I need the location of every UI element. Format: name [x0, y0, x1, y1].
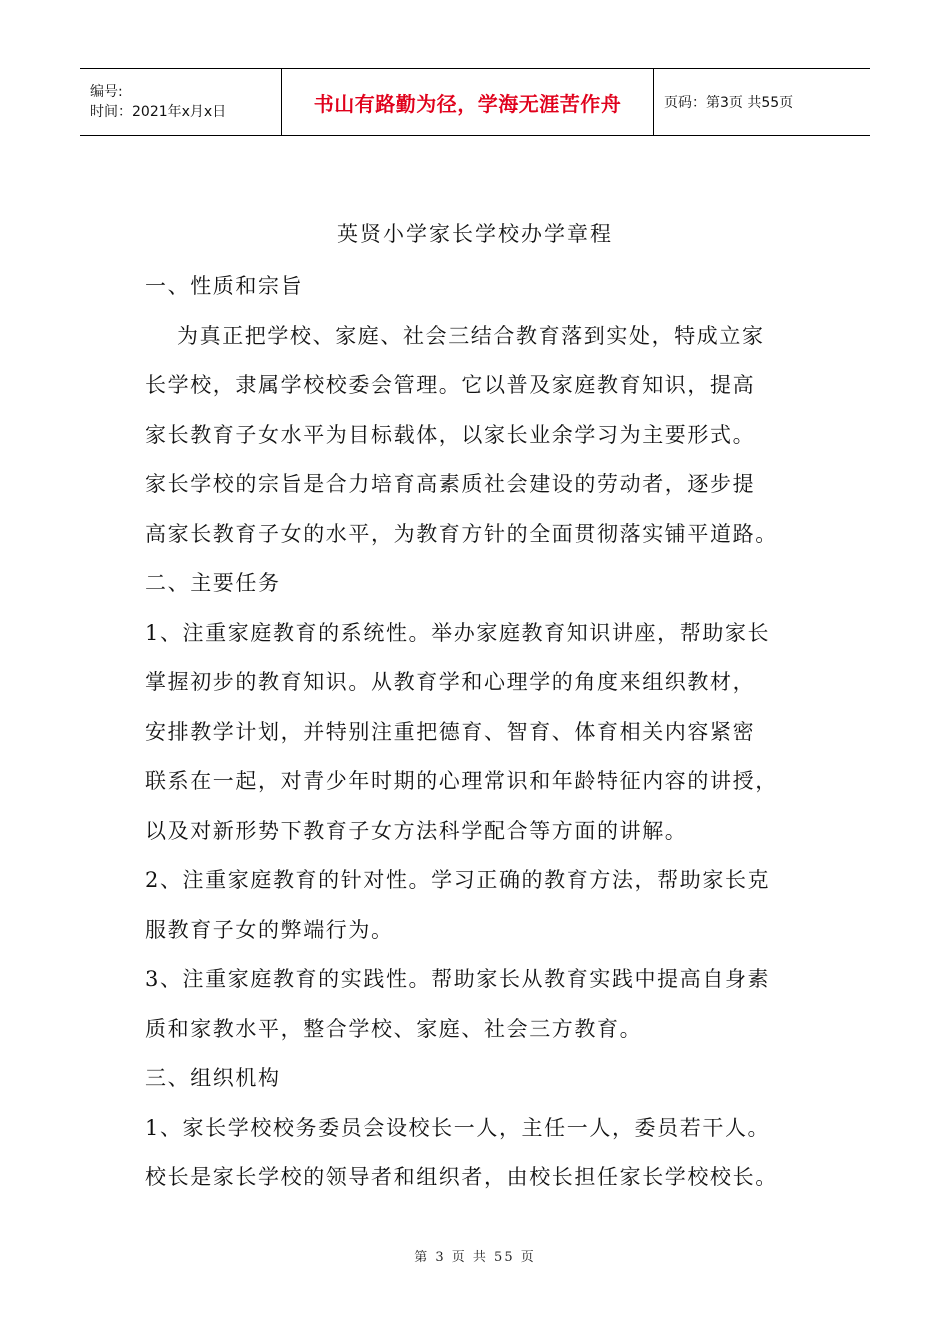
section-heading: 一、性质和宗旨	[145, 274, 304, 298]
body-line: 安排教学计划，并特别注重把德育、智育、体育相关内容紧密	[145, 719, 756, 744]
body-line: 高家长教育子女的水平，为教育方针的全面贯彻落实铺平道路。	[145, 521, 778, 546]
page-footer: 第 3 页 共 55 页	[414, 1250, 536, 1265]
header-right-cell	[654, 69, 870, 135]
header-motto-cell	[281, 69, 654, 135]
body-line: 3、注重家庭教育的实践性。帮助家长从教育实践中提高自身素	[145, 967, 771, 991]
page-info: 页码：第3页 共55页	[664, 95, 794, 111]
body-line: 联系在一起，对青少年时期的心理常识和年龄特征内容的讲授，	[145, 769, 778, 793]
body-line: 校长是家长学校的领导者和组织者，由校长担任家长学校校长。	[145, 1165, 778, 1189]
body-line: 质和家教水平，整合学校、家庭、社会三方教育。	[145, 1016, 643, 1041]
body-line: 掌握初步的教育知识。从教育学和心理学的角度来组织教材，	[145, 670, 756, 694]
section-heading: 二、主要任务	[145, 571, 281, 595]
body-line: 为真正把学校、家庭、社会三结合教育落到实处，特成立家	[177, 323, 765, 348]
body-line: 服教育子女的弊端行为。	[145, 917, 394, 942]
header-table	[80, 68, 870, 136]
body-line: 1、家长学校校务委员会设校长一人，主任一人，委员若干人。	[145, 1115, 771, 1140]
header-left-cell	[80, 69, 281, 135]
body-line: 长学校，隶属学校校委会管理。它以普及家庭教育知识，提高	[145, 373, 756, 397]
document-body	[145, 262, 835, 1203]
number-label: 编号:	[90, 84, 123, 100]
body-line: 2、注重家庭教育的针对性。学习正确的教育方法，帮助家长克	[145, 868, 771, 892]
body-line: 家长学校的宗旨是合力培育高素质社会建设的劳动者，逐步提	[145, 472, 756, 496]
motto: 书山有路勤为径，学海无涯苦作舟	[313, 91, 622, 116]
document-title: 英贤小学家长学校办学章程	[337, 222, 613, 246]
body-line: 以及对新形势下教育子女方法科学配合等方面的讲解。	[145, 818, 688, 843]
section-heading: 三、组织机构	[145, 1066, 281, 1090]
body-line: 1、注重家庭教育的系统性。举办家庭教育知识讲座，帮助家长	[145, 620, 771, 645]
date-label: 时间：2021年x月x日	[90, 104, 227, 120]
body-line: 家长教育子女水平为目标载体，以家长业余学习为主要形式。	[145, 422, 756, 447]
